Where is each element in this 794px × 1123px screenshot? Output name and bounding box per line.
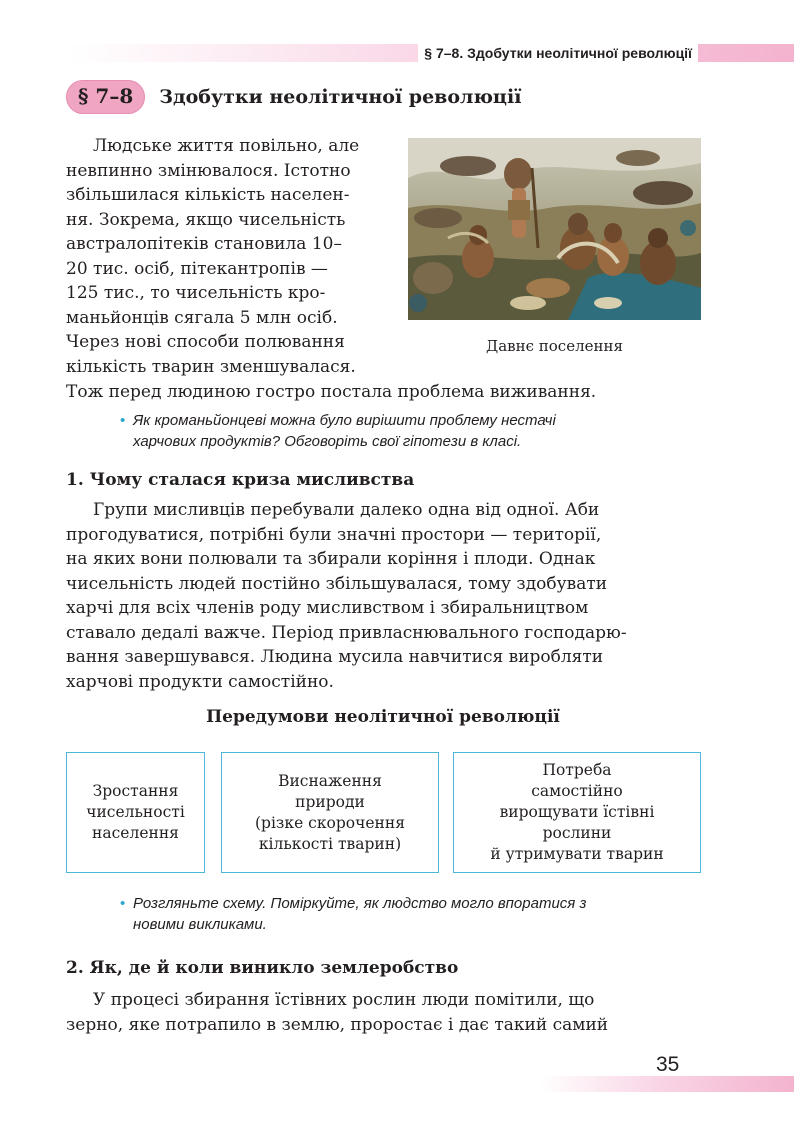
scheme-question [120,893,703,935]
question-line: Розгляньте схему. Поміркуйте, як людство могло впоратися з [133,895,587,912]
section-paragraph [66,988,700,1037]
settlement-illustration [408,138,701,320]
text-line: збільшилася кількість населен- [66,185,350,205]
box-line: чисельності [86,803,185,821]
text-line: 20 тис. осіб, пітекантропів — [66,258,328,279]
box-line: населення [92,824,179,842]
discussion-question [120,410,703,452]
section-paragraph [66,498,700,694]
page-title: Здобутки неолітичної революції [159,86,522,108]
text-line: австралопітеків становила 10– [66,234,342,254]
question-line: харчових продуктів? Обговоріть свої гіпотези в класі. [133,433,522,450]
text-line: зерно, яке потрапило в землю, проростає і дає такий самий [66,1014,609,1035]
box-line: (різке скорочення [255,813,405,832]
section-heading: 2. Як, де й коли виникло землеробство [66,958,459,978]
box-line: й утримувати тварин [490,845,664,863]
text-line: Через нові способи полювання [66,332,345,352]
box-line: природи [295,792,365,811]
scheme-title: Передумови неолітичної революції [206,707,560,727]
section-heading: 1. Чому сталася криза мисливства [66,470,415,490]
text-line: ставало дедалі важче. Період привласнювального господарю- [66,622,627,643]
scheme-box-nature-depletion [221,752,439,873]
box-line: самостійно [531,782,623,800]
text-line: 125 тис., то чисельність кро- [66,283,326,303]
text-line: кількість тварин зменшувалася. [66,356,356,377]
footer-bar [540,1076,794,1092]
text-line: Людське життя повільно, але [93,136,360,156]
bullet-icon: • [120,412,126,429]
question-line: новими викликами. [133,916,267,933]
box-line: Виснаження [278,771,382,790]
text-line: харчі для всіх членів роду мисливством і збиральництвом [66,598,589,618]
paragraph-badge: § 7–8 [66,80,145,114]
box-line: Потреба [542,761,612,779]
box-line: рослини [542,824,612,842]
text-line: на яких вони полювали та збирали коріння і плоди. Однак [66,549,596,569]
bullet-icon: • [120,895,126,912]
text-line: прогодуватися, потрібні були значні простори — території, [66,524,602,545]
text-line: У процесі збирання їстівних рослин люди помітили, що [93,990,595,1010]
text-line: харчові продукти самостійно. [66,671,334,692]
figure-caption: Давнє поселення [486,337,623,355]
running-header-bar [70,44,794,62]
box-line: кількості тварин) [258,834,402,853]
text-line: маньйонців сягала 5 млн осіб. [66,307,338,328]
running-title: § 7–8. Здобутки неолітичної революції [418,44,698,62]
text-line: Групи мисливців перебували далеко одна від одної. Аби [93,500,600,520]
box-line: вирощувати їстівні [499,803,655,821]
intro-paragraph [66,134,388,379]
text-line: чисельність людей постійно збільшувалася, тому здобувати [66,573,608,594]
box-line: Зростання [92,782,179,800]
page-number: 35 [656,1053,680,1076]
text-line: вання завершувався. Людина мусила навчитися виробляти [66,647,604,667]
scheme-box-food-production-need [453,752,701,873]
intro-continuation: Тож перед людиною гостро постала проблема виживання. [66,382,597,402]
text-line: ня. Зокрема, якщо чисельність [66,209,346,230]
text-line: невпинно змінювалося. Істотно [66,160,351,181]
question-line: Як кроманьйонцеві можна було вирішити проблему нестачі [133,412,556,429]
section-title [66,80,521,114]
scheme-box-population-growth [66,752,205,873]
